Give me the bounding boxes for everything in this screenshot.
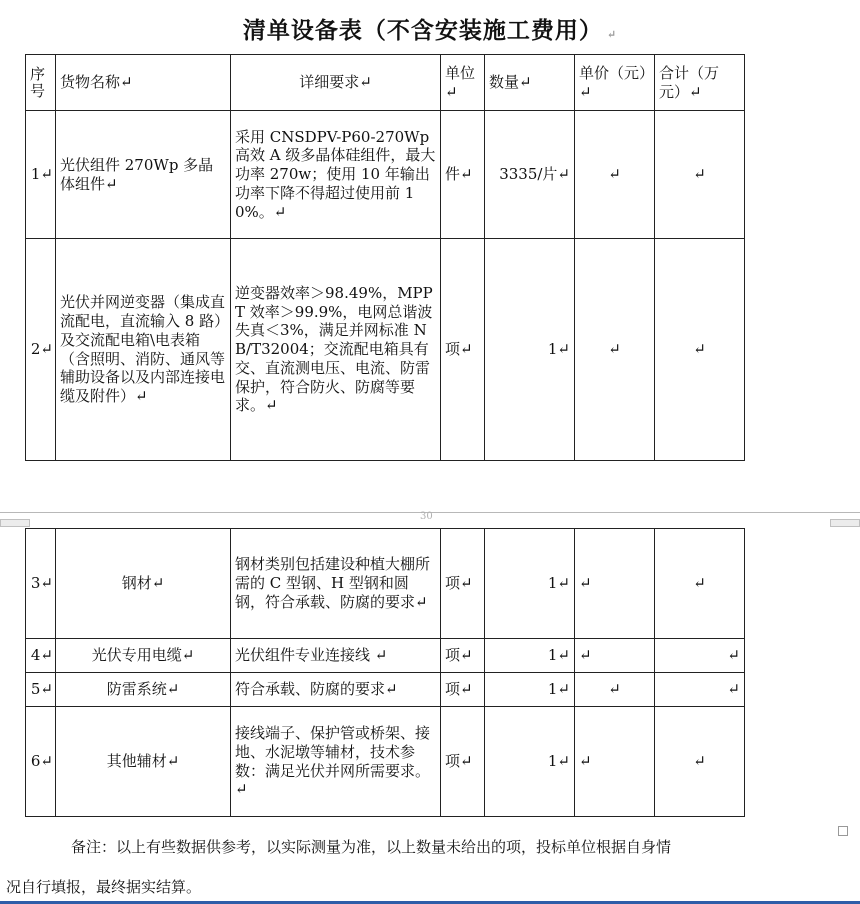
table-row [26,529,745,639]
equipment-table-part1 [25,54,745,461]
row-unit: 项↵ [441,673,485,707]
row-qty: 1↵ [485,529,575,639]
row-unit: 件↵ [441,111,485,239]
table-row [26,639,745,673]
table-row [26,707,745,817]
row-price: ↵ [575,673,655,707]
row-unit: 项↵ [441,239,485,461]
table-header-row [26,55,745,111]
row-no: 6↵ [26,707,56,817]
row-price: ↵ [575,239,655,461]
table-row [26,111,745,239]
header-no: 序号 [26,55,56,111]
row-price: ↵ [575,529,655,639]
row-price: ↵ [575,111,655,239]
title-text: 清单设备表（不含安装施工费用） [242,17,603,44]
paragraph-mark-icon: ↵ [606,28,618,41]
row-unit: 项↵ [441,639,485,673]
row-detail: 钢材类别包括建设种植大棚所需的 C 型钢、H 型钢和圆钢，符合承载、防腐的要求↵ [231,529,441,639]
row-detail: 采用 CNSDPV-P60-270Wp 高效 A 级多晶体硅组件，最大功率 270w；使用 10 年输出功率下降不得超过使用前 10%。↵ [231,111,441,239]
page-edge-left [0,519,30,527]
document-title [0,12,860,45]
row-name: 光伏专用电缆↵ [56,639,231,673]
note-paragraph: 备注：以上有些数据供参考，以实际测量为准，以上数量未给出的项，投标单位根据自身情 [71,838,672,856]
row-no: 5↵ [26,673,56,707]
table-row [26,673,745,707]
row-detail: 接线端子、保护管或桥架、接地、水泥墩等辅材，技术参数：满足光伏并网所需要求。↵ [231,707,441,817]
note-paragraph-continued: 况自行填报，最终据实结算。 [6,878,202,896]
row-total: ↵ [655,639,745,673]
row-name: 钢材↵ [56,529,231,639]
row-qty: 1↵ [485,673,575,707]
header-total: 合计（万元）↵ [655,55,745,111]
row-total: ↵ [655,239,745,461]
row-no: 3↵ [26,529,56,639]
row-detail: 逆变器效率＞98.49%，MPPT 效率＞99.9%，电网总谐波失真＜3%，满足并网标准 NB/T32004；交流配电箱具有交、直流测电压、电流、防雷保护，符合防火、防腐等要求。↵ [231,239,441,461]
page-number: 30 [420,511,433,522]
row-name: 光伏并网逆变器（集成直流配电，直流输入 8 路）及交流配电箱\电表箱（含照明、消防、通风等辅助设备以及内部连接电缆及附件）↵ [56,239,231,461]
row-name: 光伏组件 270Wp 多晶体组件↵ [56,111,231,239]
row-name: 防雷系统↵ [56,673,231,707]
equipment-table-part2 [25,528,745,817]
row-qty: 1↵ [485,239,575,461]
page-break [0,512,860,527]
row-no: 4↵ [26,639,56,673]
row-total: ↵ [655,529,745,639]
row-unit: 项↵ [441,707,485,817]
row-qty: 1↵ [485,707,575,817]
row-price: ↵ [575,639,655,673]
row-no: 1↵ [26,111,56,239]
table-row [26,239,745,461]
row-detail: 光伏组件专业连接线 ↵ [231,639,441,673]
row-detail: 符合承载、防腐的要求↵ [231,673,441,707]
row-total: ↵ [655,707,745,817]
row-unit: 项↵ [441,529,485,639]
header-qty: 数量↵ [485,55,575,111]
row-total: ↵ [655,673,745,707]
header-unit: 单位↵ [441,55,485,111]
page-edge-right [830,519,860,527]
header-name: 货物名称↵ [56,55,231,111]
row-qty: 1↵ [485,639,575,673]
row-no: 2↵ [26,239,56,461]
row-price: ↵ [575,707,655,817]
row-name: 其他辅材↵ [56,707,231,817]
header-detail: 详细要求↵ [231,55,441,111]
row-qty: 3335/片↵ [485,111,575,239]
header-price: 单价（元）↵ [575,55,655,111]
row-total: ↵ [655,111,745,239]
